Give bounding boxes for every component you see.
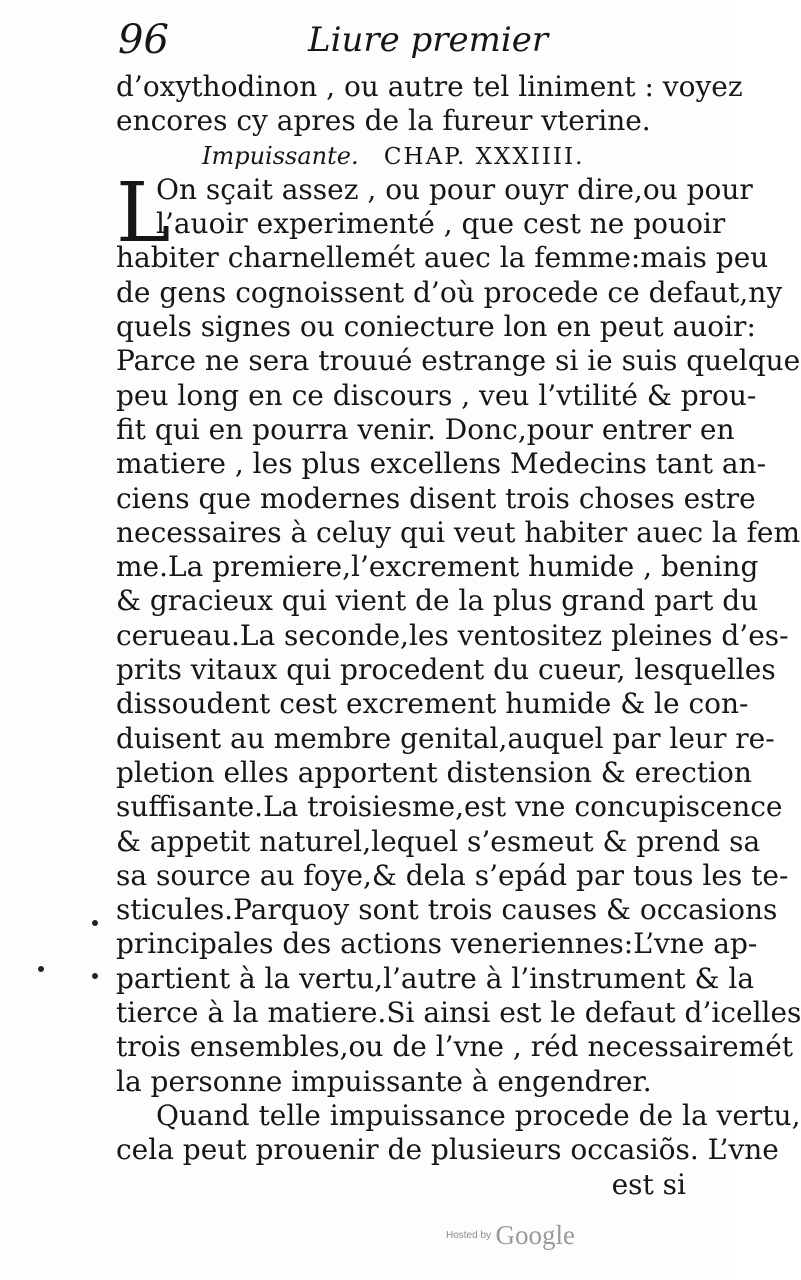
text-line: de gens cognoissent d’où procede ce defaut,ny [116,275,783,309]
margin-ink-dot [92,920,98,926]
text-line: ciens que modernes disent trois choses estre [116,481,756,515]
margin-ink-dot [92,973,98,979]
running-head [118,14,548,64]
page-number: 96 [118,17,169,63]
running-title: Liure premier [308,20,549,60]
text-line: habiter charnellemét auec la femme:mais peu [116,241,769,275]
margin-ink-dot [38,966,44,972]
text-block [116,70,801,1202]
text-line: & gracieux qui vient de la plus grand part du [116,584,759,618]
hosted-by-label: Hosted by [446,1230,492,1241]
text-line: dissoudent cest excrement humide & le con- [116,687,749,721]
paragraph-1 [116,165,801,1099]
chapter-label: CHAP. XXXIIII. [383,143,585,170]
text-line: pletion elles apportent distension & erection [116,755,752,789]
hosted-by-watermark [446,1220,575,1251]
text-line: l’auoir experimenté , que cest ne pouoir [156,207,726,241]
text-line: cerueau.La seconde,les ventositez pleines d’es- [116,618,789,652]
chapter-title: Impuissante. [202,141,359,170]
chapter-heading [116,139,686,173]
text-line: trois ensembles,ou de l’vne , réd necessairemét [116,1030,794,1064]
text-line: matiere , les plus excellens Medecins tant an- [116,447,767,481]
text-line: On sçait assez , ou pour ouyr dire,ou pour [156,172,753,206]
text-line: encores cy apres de la fureur vterine. [116,104,651,138]
text-line: & appetit naturel,lequel s’esmeut & prend sa [116,824,761,858]
paragraph-2 [116,1098,801,1168]
drop-cap-initial: L [116,165,171,261]
text-line: fit qui en pourra venir. Donc,pour entrer en [116,412,735,446]
text-line: Quand telle impuissance procede de la vertu, [156,1098,801,1132]
text-line: partient à la vertu,l’autre à l’instrument & la [116,961,755,995]
text-line: tierce à la matiere.Si ainsi est le defaut d’icelles [116,996,801,1030]
text-line: necessaires à celuy qui veut habiter auec la fem [116,515,801,549]
text-line: sticules.Parquoy sont trois causes & occasions [116,893,778,927]
text-line: quels signes ou coniecture lon en peut auoir: [116,310,756,344]
text-line: la personne impuissante à engendrer. [116,1064,652,1098]
text-line: d’oxythodinon , ou autre tel liniment : voyez [116,70,743,103]
text-line: me.La premiere,l’excrement humide , bening [116,550,759,584]
text-line: duisent au membre genital,auquel par leur re- [116,721,775,755]
text-line: peu long en ce discours , veu l’vtilité & prou- [116,378,757,412]
text-line: Parce ne sera trouué estrange si ie suis quelque [116,344,801,378]
text-line: prits vitaux qui procedent du cueur, lesquelles [116,653,776,687]
google-logo: Google [495,1220,575,1250]
text-line: suffisante.La troisiesme,est vne concupiscence [116,790,783,824]
text-line: principales des actions veneriennes:L’vne ap- [116,927,758,961]
catchword: est si [611,1167,686,1201]
text-line: cela peut prouenir de plusieurs occasiõs. L’vne [116,1133,779,1167]
text-line: sa source au foye,& dela s’epád par tous les te- [116,858,789,892]
